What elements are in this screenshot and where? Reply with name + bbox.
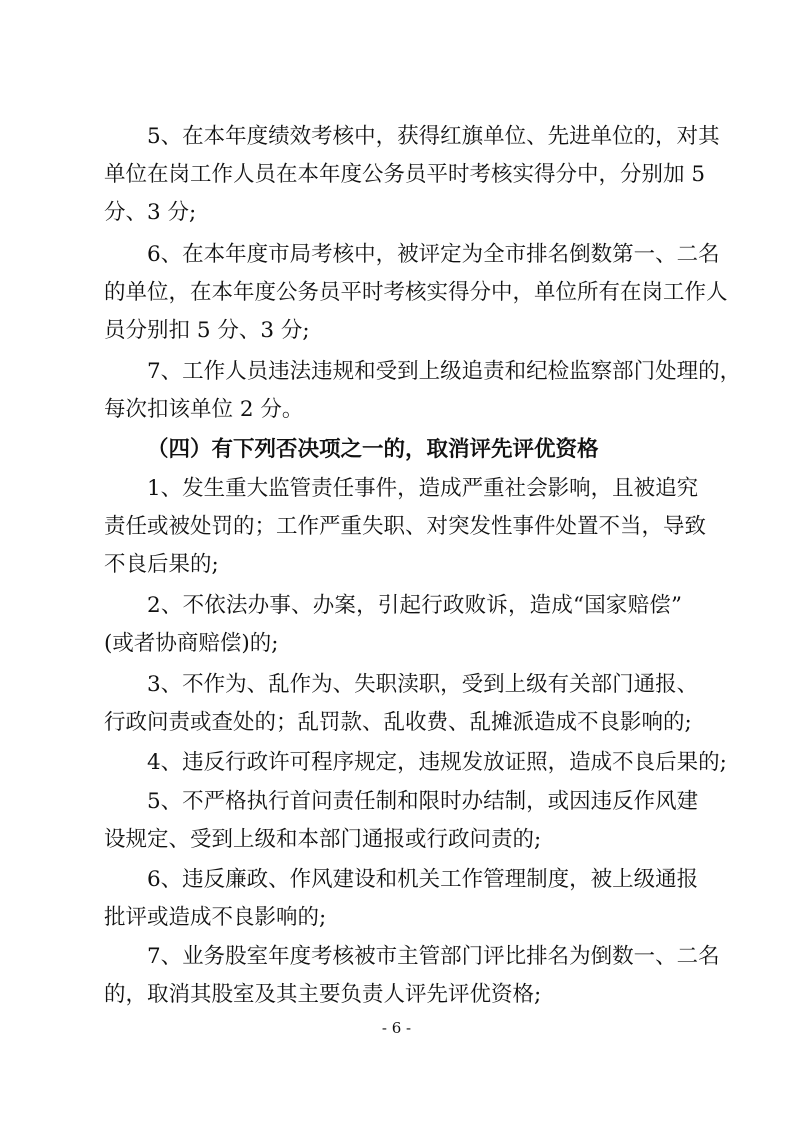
text-line: 批评或造成不良影响的;	[104, 905, 327, 930]
text-line: 1、发生重大监管责任事件，造成严重社会影响，且被追究	[147, 476, 699, 501]
veto-item-5	[104, 783, 699, 859]
text-line: 6、违反廉政、作风建设和机关工作管理制度，被上级通报	[147, 867, 699, 892]
paragraph-item-7	[104, 353, 742, 429]
text-line: 4、违反行政许可程序规定，违规发放证照，造成不良后果的;	[147, 750, 727, 775]
text-line: 6、在本年度市局考核中，被评定为全市排名倒数第一、二名	[147, 242, 720, 267]
text-line: 每次扣该单位 2 分。	[104, 397, 304, 422]
veto-item-4	[104, 744, 727, 782]
text-line: 2、不依法办事、办案，引起行政败诉，造成“国家赔偿”	[147, 593, 682, 618]
text-line: 7、工作人员违法违规和受到上级追责和纪检监察部门处理的，	[147, 359, 742, 384]
text-line: 责任或被处罚的；工作严重失职、对突发性事件处置不当，导致	[104, 514, 707, 539]
text-line: 的，取消其股室及其主要负责人评先评优资格;	[104, 982, 542, 1007]
text-line: 分、3 分;	[104, 200, 197, 225]
paragraph-item-6	[104, 236, 728, 350]
text-line: 不良后果的;	[104, 552, 219, 577]
text-line: 3、不作为、乱作为、失职渎职，受到上级有关部门通报、	[147, 672, 699, 697]
veto-item-2	[104, 587, 682, 663]
veto-item-6	[104, 861, 699, 937]
text-line: 行政问责或查处的；乱罚款、乱收费、乱摊派造成不良影响的;	[104, 710, 692, 735]
veto-item-1	[104, 470, 707, 584]
page-number: - 6 -	[381, 1019, 412, 1037]
veto-item-3	[104, 666, 699, 742]
text-line: 的单位，在本年度公务员平时考核实得分中，单位所有在岗工作人	[104, 280, 728, 305]
text-line: 单位在岗工作人员在本年度公务员平时考核实得分中，分别加 5	[104, 162, 706, 187]
text-line: 设规定、受到上级和本部门通报或行政问责的;	[104, 827, 542, 852]
section-heading: （四）有下列否决项之一的，取消评先评优资格	[147, 437, 599, 462]
text-line: 5、不严格执行首问责任制和限时办结制，或因违反作风建	[147, 789, 699, 814]
veto-item-7	[104, 938, 720, 1014]
text-line: 5、在本年度绩效考核中，获得红旗单位、先进单位的，对其	[147, 124, 720, 149]
text-line: 员分别扣 5 分、3 分;	[104, 318, 310, 343]
paragraph-item-5	[104, 118, 720, 232]
text-line: (或者协商赔偿)的;	[104, 631, 279, 656]
text-line: 7、业务股室年度考核被市主管部门评比排名为倒数一、二名	[147, 944, 720, 969]
